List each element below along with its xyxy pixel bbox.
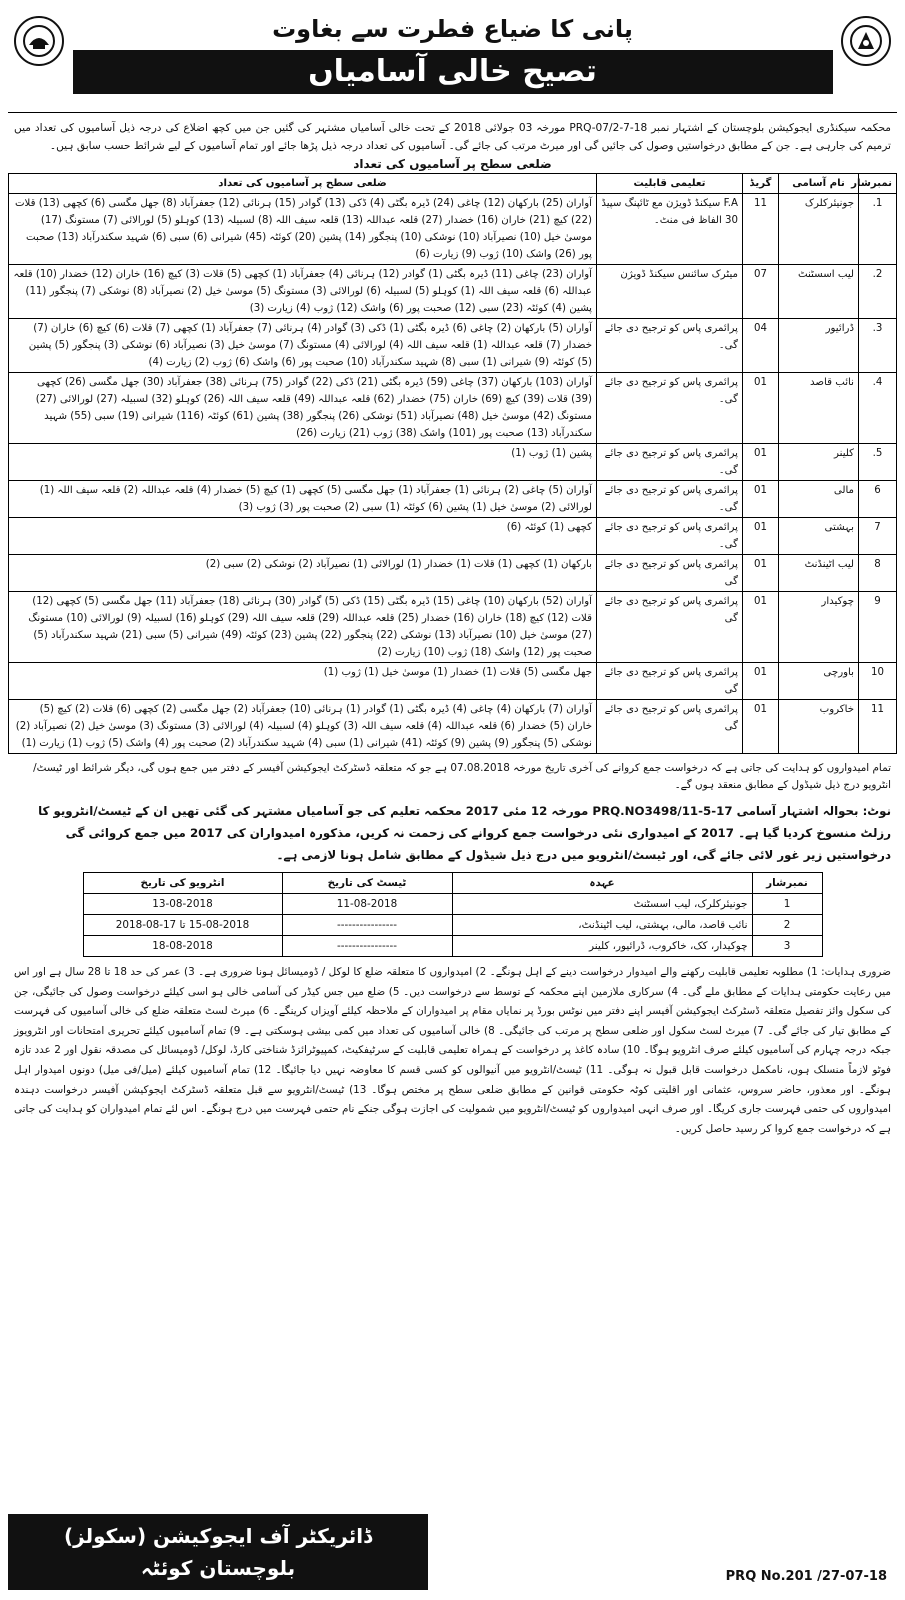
sched-header-interview-date: انٹرویو کی تاریخ: [83, 873, 282, 894]
schedule-header: [83, 873, 822, 894]
schedule-table: [83, 872, 823, 957]
signature-block: [8, 1514, 428, 1590]
sched-serial: 1: [752, 894, 822, 915]
intro-paragraph: محکمہ سیکنڈری ایجوکیشن بلوچستان کے اشتہار نمبر PRQ-07/2-7-18 مورخہ 03 جولائی 2018 کے تحت خالی آسامیاں مشتہر کی گئیں جن میں کچھ اضلاع کی درجہ ذیل آسامیوں کی تعداد میں ترمیم کی جارہی ہے۔ جن کے مطابق درخواستیں وصول کی جائیں گی اور میرٹ مرتب کی جائے گی۔ آسامیوں کی تعداد درجہ ذیل پڑھا جائے اور تمام آسامیوں کے لیے شرائط حسب سابق ہیں۔: [14, 122, 891, 152]
row-grade: 07: [743, 265, 779, 319]
posts-table: [8, 173, 897, 754]
row-serial: 8: [859, 555, 897, 592]
row-districts: آواران (103) بارکھان (37) چاغی (59) ڈیرہ بگٹی (21) ڈکی (22) گوادر (75) ہرنائی (38) جعفرآباد (30) جھل مگسی (26) کچھی (39) قلات (39) کیچ (69) خاران (75) خضدار (62) قلعہ عبداللہ (49) قلعہ سیف اللہ (26) کوہلو (32) لسبیلہ (27) لورالائی (27) مستونگ (42) موسیٰ خیل (48) نصیرآباد (51) نوشکی (26) پنجگور (38) پشین (61) کوئٹہ (116) شیرانی (19) سبی (55) شہید سکندرآباد (13) صحبت پور (101) واشک (38) ژوب (21) زیارت (26): [9, 373, 597, 444]
row-districts: آواران (23) چاغی (11) ڈیرہ بگٹی (1) گوادر (12) ہرنائی (4) جعفرآباد (1) کچھی (5) قلات (3) کیچ (16) خاران (12) خضدار (10) قلعہ عبداللہ (6) قلعہ سیف اللہ (1) کوہلو (5) لسبیلہ (6) لورالائی (3) مستونگ (5) موسیٰ خیل (2) نصیرآباد (8) نوشکی (7) پنجگور (11) پشین (4) کوئٹہ (23) سبی (12) صحبت پور (6) واشک (12) ژوب (4) زیارت (3): [9, 265, 597, 319]
row-districts: آواران (25) بارکھان (12) چاغی (24) ڈیرہ بگٹی (4) ڈکی (13) گوادر (15) ہرنائی (12) جعفرآباد (8) جھل مگسی (6) کچھی (13) قلات (22) کیچ (21) خاران (16) خضدار (27) قلعہ عبداللہ (13) قلعہ سیف اللہ (8) لسبیلہ (13) کوہلو (5) لورالائی (7) مستونگ (17) موسیٰ خیل (10) نصیرآباد (10) نوشکی (10) پنجگور (14) پشین (20) کوئٹہ (45) شیرانی (6) سبی (6) شہید سکندرآباد (13) صحبت پور (26) واشک (10) ژوب (9) زیارت (6): [9, 194, 597, 265]
row-post: لیب اسسٹنٹ: [779, 265, 859, 319]
row-post: مالی: [779, 481, 859, 518]
sched-header-test-date: ٹیسٹ کی تاریخ: [282, 873, 452, 894]
advertisement-page: [8, 8, 897, 1592]
col-header-districts: ضلعی سطح پر آسامیوں کی تعداد: [9, 174, 597, 194]
row-post: لیب اٹینڈنٹ: [779, 555, 859, 592]
sched-test-date: ----------------: [282, 936, 452, 957]
row-serial: 5.: [859, 444, 897, 481]
table-row: [9, 663, 897, 700]
sched-serial: 2: [752, 915, 822, 936]
table-row: [83, 894, 822, 915]
instructions: ضروری ہدایات: 1) مطلوبہ تعلیمی قابلیت رکھنے والے امیدوار درخواست دینے کے اہل ہونگے۔ 2) امیدواروں کا متعلقہ ضلع کا لوکل / ڈومیسائل ہونا ضروری ہے۔ 3) عمر کی حد 18 تا 28 سال ہے اور اس میں رعایت حکومتی ہدایات کے مطابق ملے گی۔ 4) سرکاری ملازمین اپنے محکمہ کے توسط سے درخواست دیں۔ 5) ضلع میں جس کیڈر کی آسامی خالی ہو اسی کیلئے درخواست وصول کی جائیگی، جن کی سکول وائز تفصیل متعلقہ ڈسٹرکٹ ایجوکیشن آفیسر اپنے دفتر میں نوٹس بورڈ پر نمایاں مقام پر امیدواران کے ملاحظہ کیلئے آویزاں کرینگے۔ 6) میرٹ لسٹ متعلقہ ضلع کی خالی آسامیوں کی فہرست کے مطابق تیار کی جائے گی۔ 7) میرٹ لسٹ سکول اور ضلعی سطح پر مرتب کی جائیگی۔ 8) خالی آسامیوں کی تعداد میں کمی بیشی ہوسکتی ہے۔ 9) تمام آسامیوں کیلئے تحریری امتحانات اور انٹرویوز جبکہ درجہ چہارم کی آسامیوں کیلئے صرف انٹرویو ہوگا۔ 10) سادہ کاغذ پر درخواست کے ہمراہ تعلیمی قابلیت کے سرٹیفکیٹ، کمپیوٹرائزڈ شناختی کارڈ، لوکل/ ڈومیسائل کی مصدقہ نقول اور 2 عدد تازہ فوٹو لازماً منسلک ہوں، نامکمل درخواست قابل قبول نہ ہوگی۔ 11) ٹیسٹ/انٹرویو میں آنیوالوں کو کسی قسم کا معاوضہ نہیں دیا جائیگا۔ 12) تمام آسامیوں کیلئے (میل/فی میل) دونوں امیدوار اہل ہونگے۔ اور معذور، حاضر سروس، عثمانی اور اقلیتی کوٹہ حکومتی قوانین کے مطابق ضلعی سطح پر مختص ہوگا۔ 13) ٹیسٹ/انٹرویو سے قبل متعلقہ ڈسٹرکٹ ایجوکیشن آفیسر درخواست دہندہ امیدواروں کی حتمی فہرست جاری کریگا۔ اور صرف انہی امیدواروں کو ٹیسٹ/انٹرویو میں شمولیت کی اجازت ہوگی جنکے نام حتمی فہرست میں درج ہونگے۔ اس لئے تمام امیدواران کو ہدایت کی جاتی ہے کہ درخواست جمع کروا کر رسید حاصل کریں۔: [14, 966, 892, 1135]
department-emblem-icon: [14, 16, 64, 66]
prq-number: PRQ No.201 /27-07-18: [725, 1569, 887, 1584]
sched-header-post: عہدہ: [452, 873, 752, 894]
signature-title: ڈائریکٹر آف ایجوکیشن (سکولز): [64, 1524, 372, 1548]
sched-test-date: 11-08-2018: [282, 894, 452, 915]
sched-test-date: ----------------: [282, 915, 452, 936]
row-post: خاکروب: [779, 700, 859, 754]
row-serial: 2.: [859, 265, 897, 319]
table-row: [9, 481, 897, 518]
row-grade: 04: [743, 319, 779, 373]
table-row: [9, 518, 897, 555]
row-serial: 1.: [859, 194, 897, 265]
masthead: [8, 14, 897, 113]
row-serial: 4.: [859, 373, 897, 444]
row-districts: آواران (5) بارکھان (2) چاغی (6) ڈیرہ بگٹی (1) ڈکی (3) گوادر (4) ہرنائی (7) جعفرآباد (1) کچھی (7) قلات (6) کیچ (6) خاران (7) خضدار (7) قلعہ عبداللہ (1) قلعہ سیف اللہ (4) لورالائی (4) مستونگ (7) موسیٰ خیل (3) نصیرآباد (6) نوشکی (3) پنجگور (5) پشین (5) کوئٹہ (9) شیرانی (1) سبی (8) شہید سکندرآباد (10) صحبت پور (6) واشک (6) ژوب (2) زیارت (4): [9, 319, 597, 373]
row-grade: 01: [743, 518, 779, 555]
slogan: پانی کا ضیاع فطرت سے بغاوت: [272, 15, 633, 43]
row-qualification: F.A سیکنڈ ڈویژن مع ٹائپنگ سپیڈ 30 الفاظ فی منٹ۔: [597, 194, 743, 265]
row-post: ڈرائیور: [779, 319, 859, 373]
col-header-grade: گریڈ: [743, 174, 779, 194]
row-grade: 01: [743, 663, 779, 700]
row-qualification: پرائمری پاس کو ترجیح دی جائے گی۔: [597, 518, 743, 555]
table-row: [9, 444, 897, 481]
row-grade: 01: [743, 373, 779, 444]
row-post: جونیئرکلرک: [779, 194, 859, 265]
col-header-qualification: تعلیمی قابلیت: [597, 174, 743, 194]
row-grade: 01: [743, 555, 779, 592]
sched-interview-date: 18-08-2018: [83, 936, 282, 957]
row-post: باورچی: [779, 663, 859, 700]
row-districts: آواران (5) چاغی (2) ہرنائی (1) جعفرآباد (1) جھل مگسی (5) کچھی (1) کیچ (5) خضدار (4) قلعہ عبداللہ (2) قلعہ سیف اللہ (1) لورالائی (2) موسیٰ خیل (1) پشین (6) کوئٹہ (1) سبی (2) صحبت پور (3) ژوب (3): [9, 481, 597, 518]
sched-serial: 3: [752, 936, 822, 957]
sched-post: چوکیدار، کک، خاکروب، ڈرائیور، کلینر: [452, 936, 752, 957]
table-row: [9, 265, 897, 319]
row-qualification: پرائمری پاس کو ترجیح دی جائے گی۔: [597, 481, 743, 518]
posts-table-header: [9, 174, 897, 194]
table-row: [9, 373, 897, 444]
row-grade: 11: [743, 194, 779, 265]
row-serial: 10: [859, 663, 897, 700]
cancellation-note: نوٹ: بحوالہ اشتہار آسامی PRQ.NO3498/11-5-17 مورخہ 12 مئی 2017 محکمہ تعلیم کی جو آسامیاں مشتہر کی گئی تھیں ان کے ٹیسٹ/انٹرویو کا رزلٹ منسوخ کردیا گیا ہے۔ 2017 کے امیدواری نئی درخواست جمع کروانے کی زحمت نہ کریں، مذکورہ امیدواران کی 2017 میں جمع کروائی گی درخواستیں زیر غور لائی جائے گی، اور ٹیسٹ/انٹرویو میں درج ذیل شیڈول کے مطابق شامل ہونا لازمی ہے۔: [38, 804, 891, 862]
table-row: [9, 194, 897, 265]
row-qualification: میٹرک سائنس سیکنڈ ڈویژن: [597, 265, 743, 319]
row-districts: بارکھان (1) کچھی (1) قلات (1) خضدار (1) لورالائی (1) نصیرآباد (2) نوشکی (2) سبی (2): [9, 555, 597, 592]
row-grade: 01: [743, 700, 779, 754]
row-post: بہشتی: [779, 518, 859, 555]
table-row: [9, 555, 897, 592]
col-header-post: نام آسامی: [779, 174, 859, 194]
row-qualification: پرائمری پاس کو ترجیح دی جائے گی: [597, 592, 743, 663]
table-subheading: ضلعی سطح پر آسامیوں کی تعداد: [353, 157, 552, 171]
table-row: [9, 319, 897, 373]
sched-header-serial: نمبرشار: [752, 873, 822, 894]
row-serial: 6: [859, 481, 897, 518]
row-qualification: پرائمری پاس کو ترجیح دی جائے گی: [597, 700, 743, 754]
row-grade: 01: [743, 444, 779, 481]
row-districts: پشین (1) ژوب (1): [9, 444, 597, 481]
sched-post: نائب قاصد، مالی، بہشتی، لیب اٹینڈنٹ،: [452, 915, 752, 936]
table-row: [9, 700, 897, 754]
row-post: نائب قاصد: [779, 373, 859, 444]
signature-location: بلوچستان کوئٹہ: [140, 1556, 296, 1580]
sched-interview-date: 15-08-2018 تا 17-08-2018: [83, 915, 282, 936]
row-districts: آواران (52) بارکھان (10) چاغی (15) ڈیرہ بگٹی (15) ڈکی (5) گوادر (30) ہرنائی (18) جعفرآباد (11) جھل مگسی (5) کچھی (12) قلات (12) کیچ (18) خاران (16) خضدار (25) قلعہ عبداللہ (29) قلعہ سیف اللہ (29) کوہلو (16) لسبیلہ (9) لورالائی (10) مستونگ (27) موسیٰ خیل (10) نصیرآباد (13) نوشکی (22) پنجگور (22) پشین (23) کوئٹہ (49) شیرانی (5) سبی (21) شہید سکندرآباد (5) صحبت پور (12) واشک (18) ژوب (10) زیارت (2): [9, 592, 597, 663]
table-row: [83, 915, 822, 936]
row-serial: 3.: [859, 319, 897, 373]
row-qualification: پرائمری پاس کو ترجیح دی جائے گی: [597, 663, 743, 700]
page-title-banner: تصیح خالی آسامیاں: [73, 50, 833, 94]
row-grade: 01: [743, 481, 779, 518]
row-grade: 01: [743, 592, 779, 663]
row-districts: کچھی (1) کوئٹہ (6): [9, 518, 597, 555]
table-row: [9, 592, 897, 663]
row-qualification: پرائمری پاس کو ترجیح دی جائے گی۔: [597, 319, 743, 373]
deadline-note: تمام امیدواروں کو ہدایت کی جاتی ہے کہ درخواست جمع کروانے کی آخری تاریخ مورخہ 07.08.2018 ہے جو کہ متعلقہ ڈسٹرکٹ ایجوکیشن آفیسر کے دفتر میں جمع ہوں گی، دیگر شرائط اور ٹیسٹ/انٹرویو درج ذیل شیڈول کے مطابق منعقد ہوں گے۔: [33, 762, 891, 791]
row-districts: آواران (7) بارکھان (4) چاغی (4) ڈیرہ بگٹی (1) گوادر (1) ہرنائی (10) جعفرآباد (2) جھل مگسی (2) کچھی (6) قلات (2) کیچ (5) خاران (5) خضدار (6) قلعہ عبداللہ (4) قلعہ سیف اللہ (3) کوہلو (4) لسبیلہ (4) لورالائی (3) مستونگ (3) موسیٰ خیل (2) نصیرآباد (2) نوشکی (5) پنجگور (9) پشین (9) کوئٹہ (41) شیرانی (1) سبی (4) شہید سکندرآباد (2) صحبت پور (4) واشک (5) ژوب (1) زیارت (1): [9, 700, 597, 754]
row-post: چوکیدار: [779, 592, 859, 663]
row-serial: 11: [859, 700, 897, 754]
row-serial: 9: [859, 592, 897, 663]
sched-post: جونیئرکلرک، لیب اسسٹنٹ: [452, 894, 752, 915]
col-header-serial: نمبرشار: [859, 174, 897, 194]
row-post: کلینر: [779, 444, 859, 481]
sched-interview-date: 13-08-2018: [83, 894, 282, 915]
row-districts: جھل مگسی (5) قلات (1) خضدار (1) موسیٰ خیل (1) ژوب (1): [9, 663, 597, 700]
row-qualification: پرائمری پاس کو ترجیح دی جائے گی۔: [597, 444, 743, 481]
row-qualification: پرائمری پاس کو ترجیح دی جائے گی۔: [597, 373, 743, 444]
table-row: [83, 936, 822, 957]
government-seal-icon: [841, 16, 891, 66]
footer: [8, 1514, 897, 1592]
row-qualification: پرائمری پاس کو ترجیح دی جائے گی: [597, 555, 743, 592]
row-serial: 7: [859, 518, 897, 555]
